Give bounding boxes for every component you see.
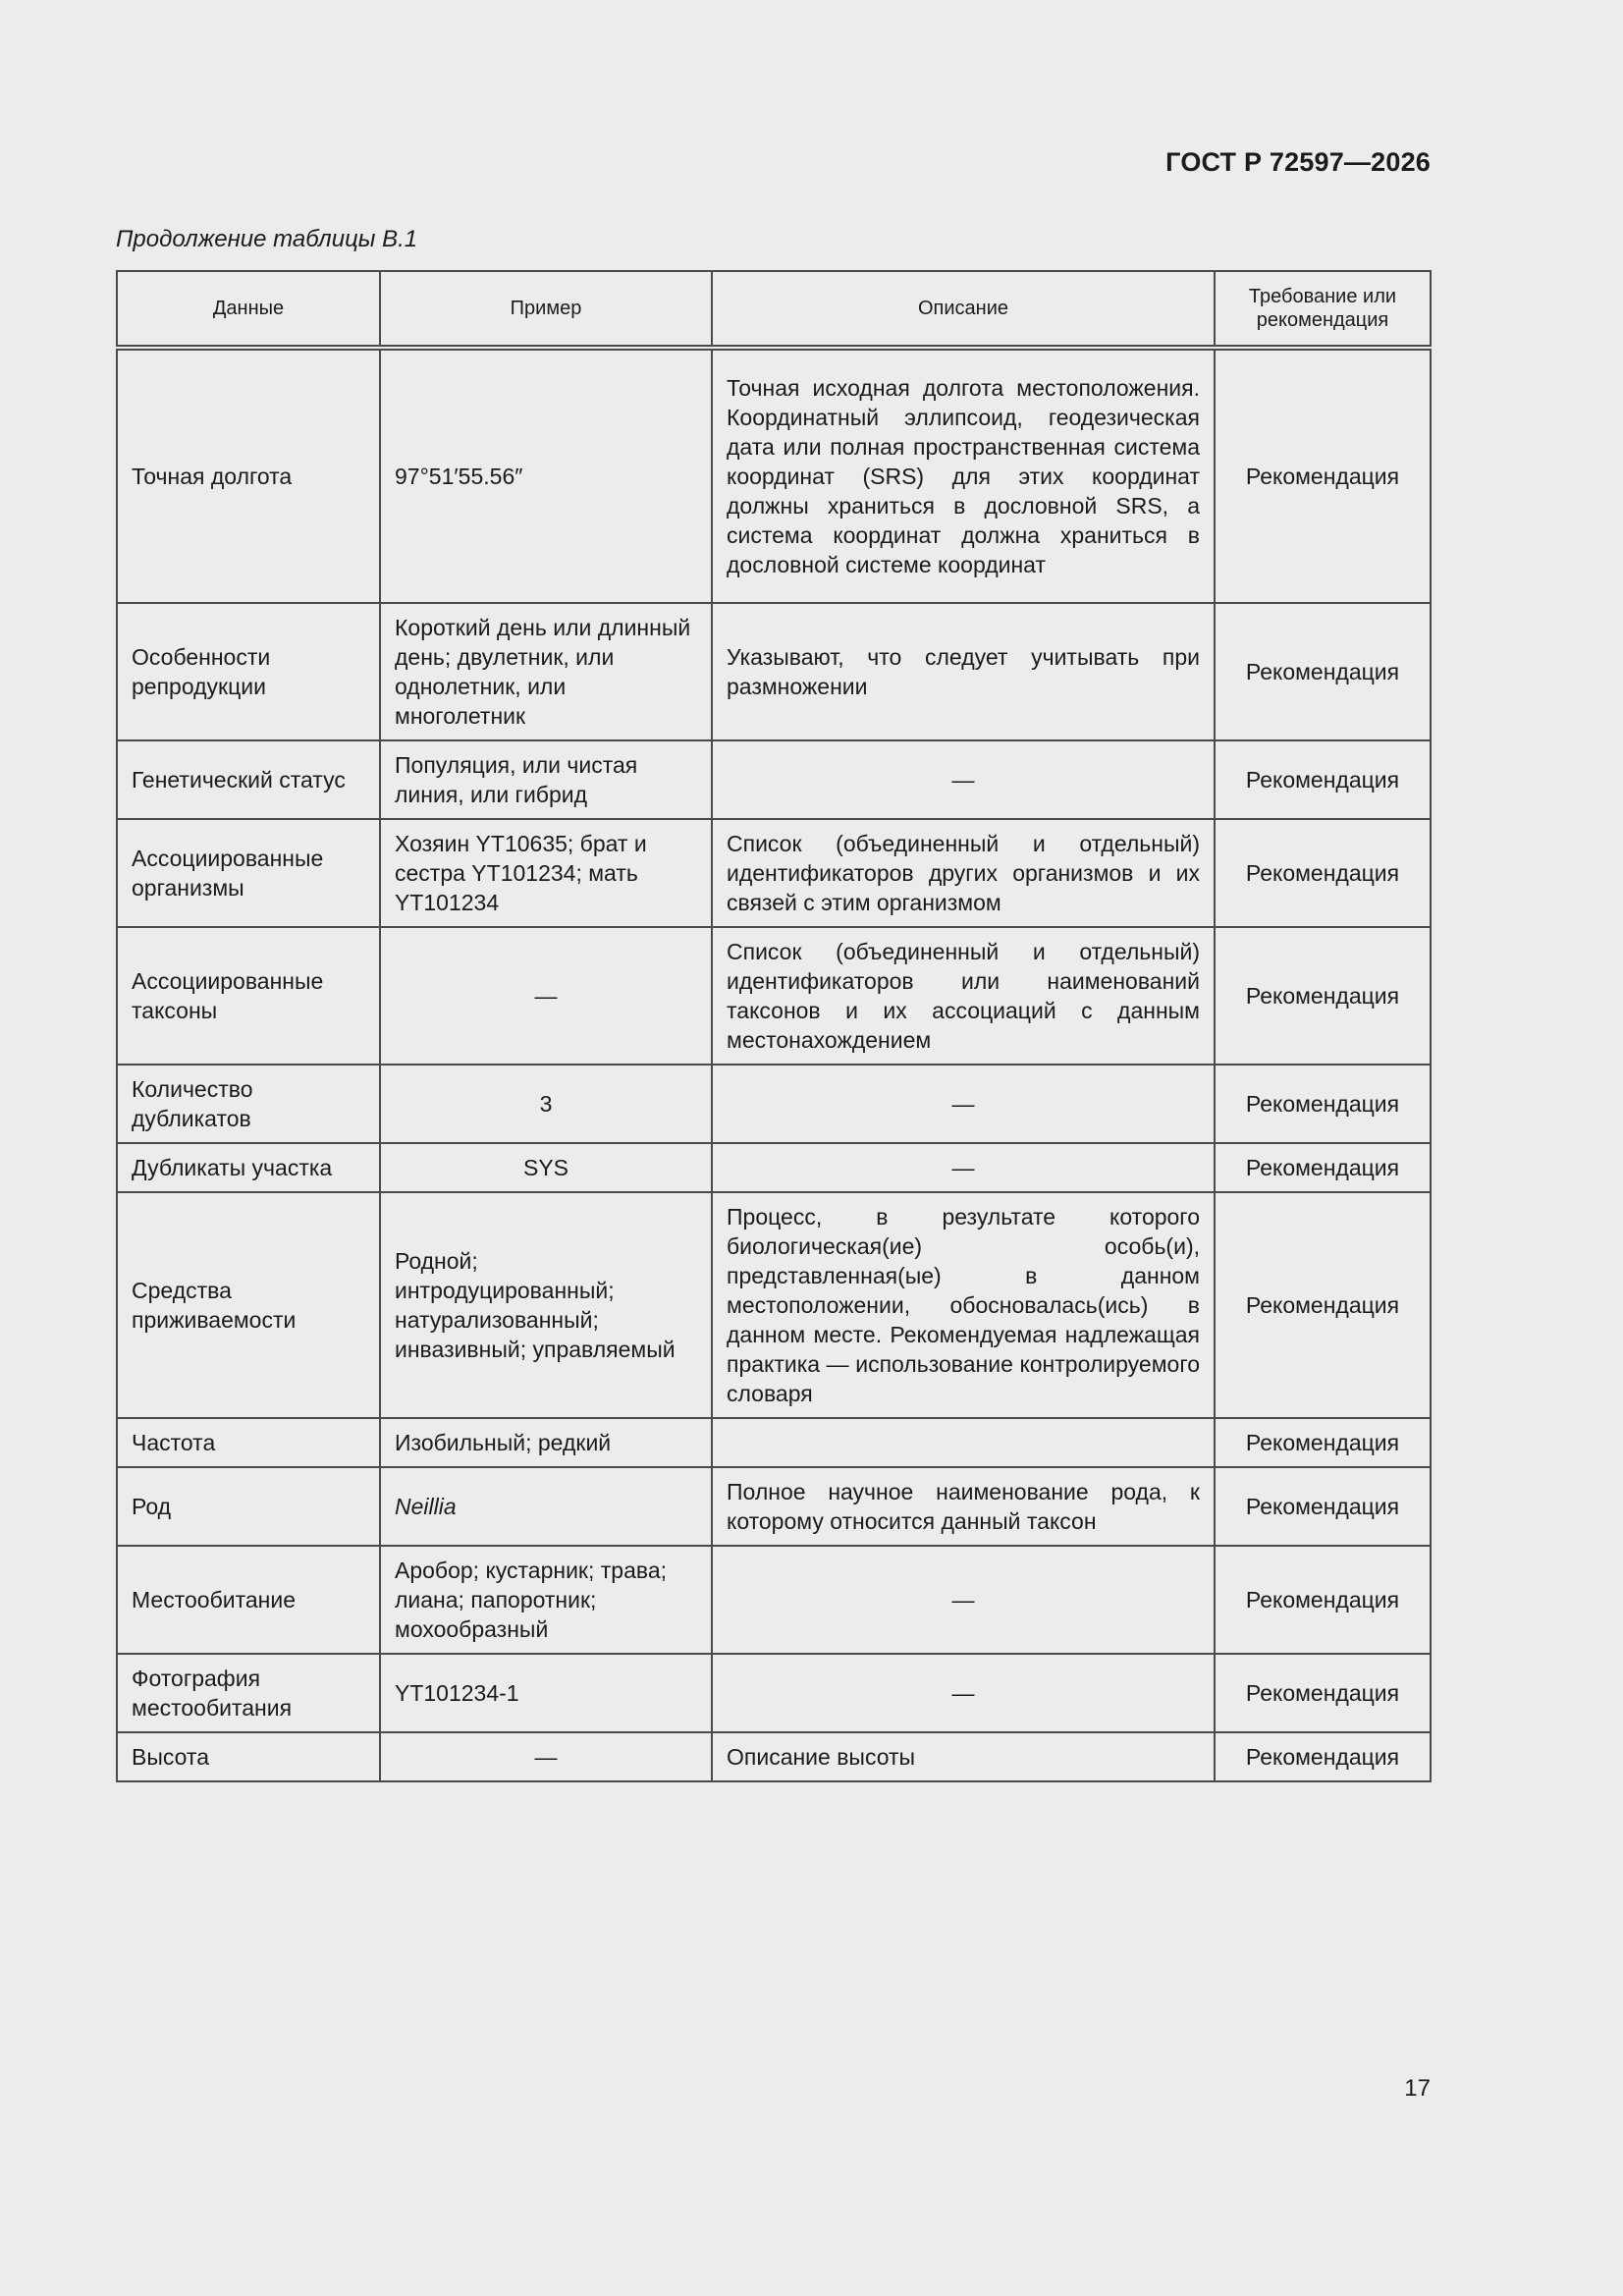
table-row: [117, 1065, 1431, 1143]
cell-requirement: Рекомендация: [1215, 740, 1431, 819]
cell-requirement: Рекомендация: [1215, 1654, 1431, 1732]
column-header-requirement: Требование или рекомендация: [1215, 271, 1431, 348]
table-row: [117, 603, 1431, 740]
cell-requirement: Рекомендация: [1215, 1192, 1431, 1418]
table-header-row: [117, 271, 1431, 348]
cell-data: Генетический статус: [117, 740, 380, 819]
cell-example: YT101234-1: [380, 1654, 712, 1732]
cell-requirement: Рекомендация: [1215, 1732, 1431, 1781]
cell-requirement: Рекомендация: [1215, 348, 1431, 603]
table-row: [117, 740, 1431, 819]
cell-example: —: [380, 927, 712, 1065]
table-row: [117, 1143, 1431, 1192]
cell-data: Частота: [117, 1418, 380, 1467]
cell-requirement: Рекомендация: [1215, 1065, 1431, 1143]
cell-description: Список (объединенный и отдельный) идентификаторов или наименований таксонов и их ассоциаций с данным местонахождением: [712, 927, 1215, 1065]
cell-data: Высота: [117, 1732, 380, 1781]
cell-requirement: Рекомендация: [1215, 1546, 1431, 1654]
cell-example: 97°51′55.56″: [380, 348, 712, 603]
table-row: [117, 819, 1431, 927]
table-row: [117, 348, 1431, 603]
cell-description: —: [712, 1065, 1215, 1143]
cell-requirement: Рекомендация: [1215, 1143, 1431, 1192]
cell-data: Род: [117, 1467, 380, 1546]
cell-example: Родной; интродуцированный; натурализованный; инвазивный; управляемый: [380, 1192, 712, 1418]
cell-description: [712, 1418, 1215, 1467]
cell-data: Ассоциированные организмы: [117, 819, 380, 927]
cell-data: Фотография местообитания: [117, 1654, 380, 1732]
cell-requirement: Рекомендация: [1215, 927, 1431, 1065]
cell-data: Точная долгота: [117, 348, 380, 603]
cell-data: Дубликаты участка: [117, 1143, 380, 1192]
cell-example: Neillia: [380, 1467, 712, 1546]
cell-data: Средства приживаемости: [117, 1192, 380, 1418]
cell-requirement: Рекомендация: [1215, 1467, 1431, 1546]
cell-example: SYS: [380, 1143, 712, 1192]
column-header-data: Данные: [117, 271, 380, 348]
table-row: [117, 1467, 1431, 1546]
cell-description: Полное научное наименование рода, к которому относится данный таксон: [712, 1467, 1215, 1546]
cell-example: —: [380, 1732, 712, 1781]
standard-code: ГОСТ Р 72597—2026: [1165, 147, 1431, 177]
cell-description: Точная исходная долгота местоположения. Координатный эллипсоид, геодезическая дата или полная пространственная система координат (SRS) для этих координат должны храниться в дословной SRS, а система координат должна храниться в дословной системе координат: [712, 348, 1215, 603]
cell-description: Список (объединенный и отдельный) идентификаторов других организмов и их связей с этим организмом: [712, 819, 1215, 927]
column-header-example: Пример: [380, 271, 712, 348]
table-row: [117, 1418, 1431, 1467]
column-header-description: Описание: [712, 271, 1215, 348]
cell-example: Короткий день или длинный день; двулетник, или однолетник, или многолетник: [380, 603, 712, 740]
cell-example: Изобильный; редкий: [380, 1418, 712, 1467]
table-row: [117, 1654, 1431, 1732]
cell-requirement: Рекомендация: [1215, 1418, 1431, 1467]
cell-data: Местообитание: [117, 1546, 380, 1654]
table-row: [117, 927, 1431, 1065]
cell-example: Хозяин YT10635; брат и сестра YT101234; мать YT101234: [380, 819, 712, 927]
cell-data: Ассоциированные таксоны: [117, 927, 380, 1065]
table-row: [117, 1546, 1431, 1654]
table-caption: Продолжение таблицы В.1: [116, 226, 418, 252]
table-row: [117, 1192, 1431, 1418]
cell-description: —: [712, 1654, 1215, 1732]
cell-description: Описание высоты: [712, 1732, 1215, 1781]
cell-description: —: [712, 740, 1215, 819]
cell-requirement: Рекомендация: [1215, 819, 1431, 927]
table-row: [117, 1732, 1431, 1781]
cell-description: Указывают, что следует учитывать при размножении: [712, 603, 1215, 740]
requirements-table: [116, 270, 1432, 1782]
page-number: 17: [1404, 2075, 1431, 2102]
cell-data: Особенности репродукции: [117, 603, 380, 740]
cell-description: Процесс, в результате которого биологическая(ие) особь(и), представленная(ые) в данном местоположении, обосновалась(ись) в данном месте. Рекомендуемая надлежащая практика — использование контролируемого словаря: [712, 1192, 1215, 1418]
cell-description: —: [712, 1546, 1215, 1654]
cell-requirement: Рекомендация: [1215, 603, 1431, 740]
cell-example: Популяция, или чистая линия, или гибрид: [380, 740, 712, 819]
cell-example: 3: [380, 1065, 712, 1143]
cell-data: Количество дубликатов: [117, 1065, 380, 1143]
cell-example: Аробор; кустарник; трава; лиана; папоротник; мохообразный: [380, 1546, 712, 1654]
cell-description: —: [712, 1143, 1215, 1192]
